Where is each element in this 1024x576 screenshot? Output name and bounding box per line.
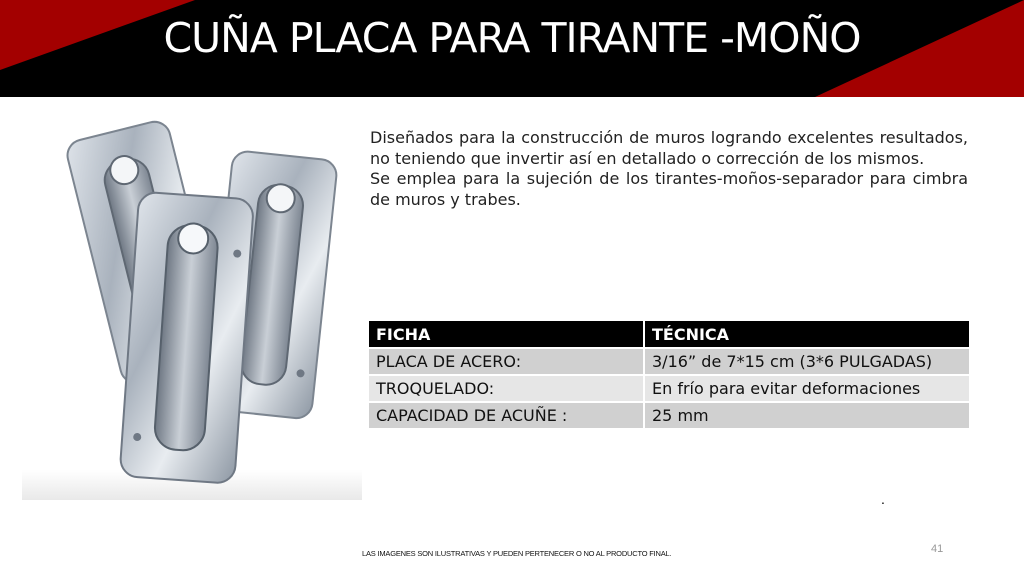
product-description: [370, 128, 968, 210]
table-header-tecnica: TÉCNICA: [644, 321, 969, 348]
spec-value: 25 mm: [644, 402, 969, 428]
table-row: [369, 375, 969, 402]
header-banner: [0, 0, 1024, 97]
table-header-row: [369, 321, 969, 348]
description-paragraph-2: Se emplea para la sujeción de los tirantes-moños-separador para cimbra de muros y trabes.: [370, 169, 968, 209]
page-title: CUÑA PLACA PARA TIRANTE -MOÑO: [163, 14, 861, 62]
spec-label: TROQUELADO:: [369, 375, 644, 402]
technical-spec-table: [369, 321, 969, 428]
plate-front: [119, 192, 254, 484]
image-disclaimer: LAS IMAGENES SON ILUSTRATIVAS Y PUEDEN PERTENECER O NO AL PRODUCTO FINAL.: [362, 549, 672, 558]
page-number: 41: [931, 543, 944, 555]
stray-dot: .: [881, 491, 885, 507]
table-row: [369, 402, 969, 428]
table-header-ficha: FICHA: [369, 321, 644, 348]
description-paragraph-1: Diseñados para la construcción de muros logrando excelentes resultados, no teniendo que invertir así en detallado o corrección de los mismos.: [370, 128, 968, 168]
spec-label: CAPACIDAD DE ACUÑE :: [369, 402, 644, 428]
spec-label: PLACA DE ACERO:: [369, 348, 644, 375]
product-image: [22, 110, 362, 500]
spec-value: En frío para evitar deformaciones: [644, 375, 969, 402]
spec-value: 3/16” de 7*15 cm (3*6 PULGADAS): [644, 348, 969, 375]
table-row: [369, 348, 969, 375]
